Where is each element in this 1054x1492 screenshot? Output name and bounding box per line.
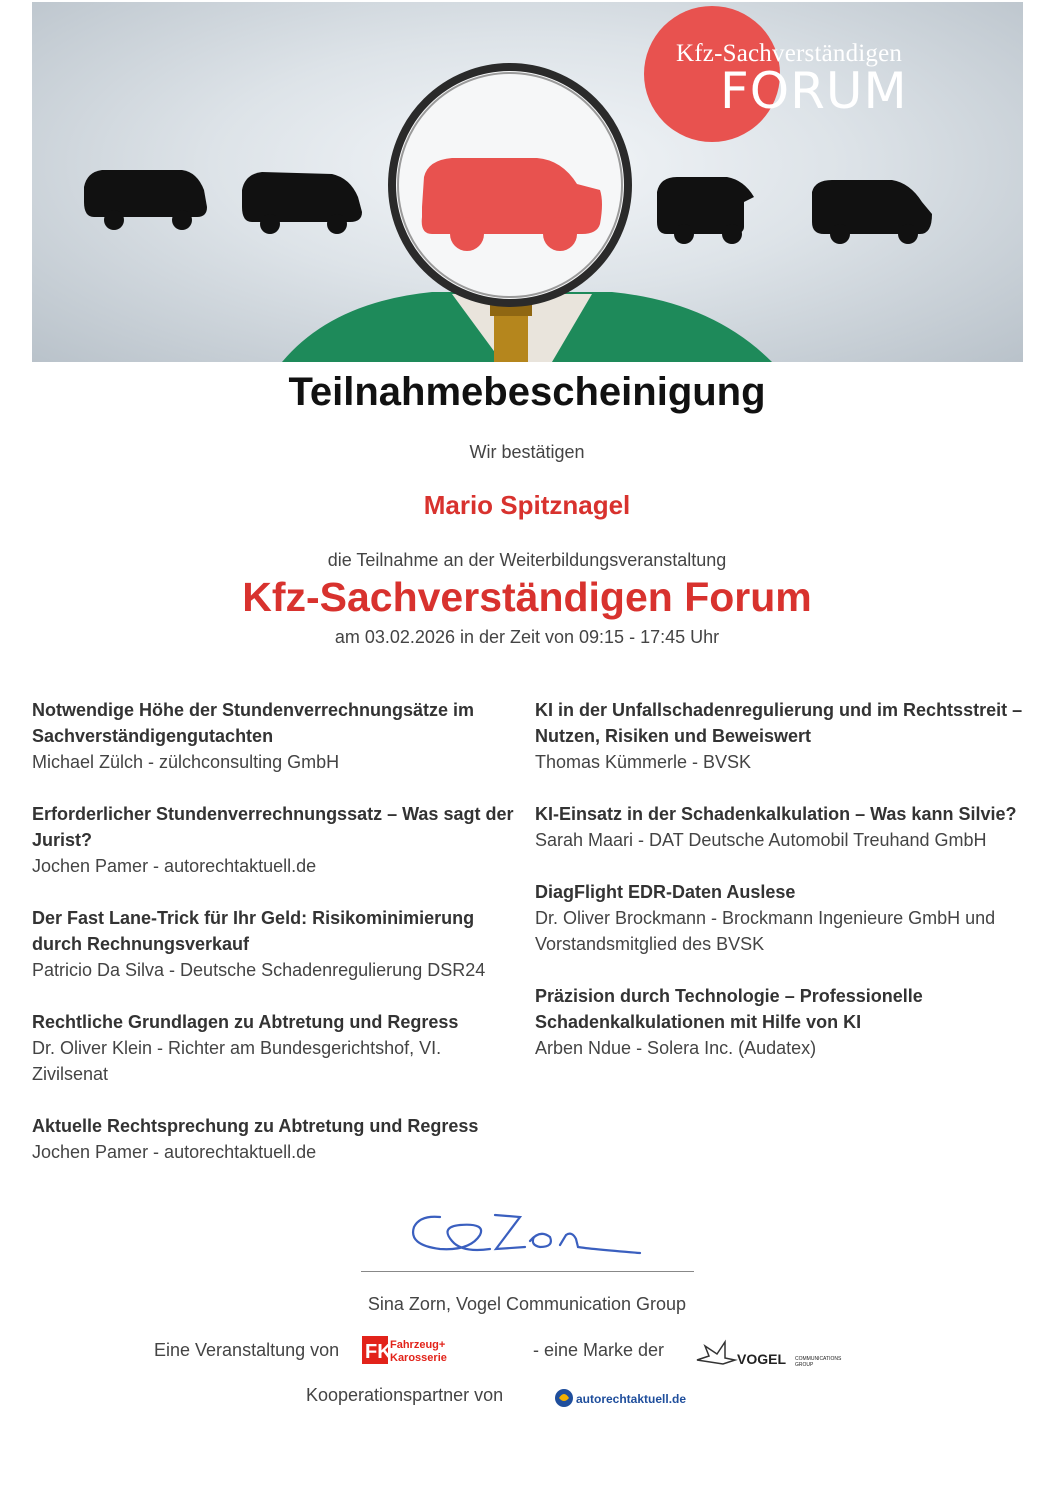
svg-text:Fahrzeug+: Fahrzeug+ xyxy=(390,1339,446,1351)
svg-text:Karosserie: Karosserie xyxy=(390,1352,447,1364)
talk-item xyxy=(32,905,522,983)
talk-title: Aktuelle Rechtsprechung zu Abtretung und Regress xyxy=(32,1116,479,1136)
organizer-label: Eine Veranstaltung von xyxy=(154,1340,340,1360)
partner-label: Kooperationspartner von xyxy=(306,1385,504,1405)
talk-speaker: Arben Ndue - Solera Inc. (Audatex) xyxy=(535,1038,817,1058)
talks-right-column xyxy=(535,697,1025,1087)
talk-title: Präzision durch Technologie – Professionelle Schadenkalkulationen mit Hilfe von KI xyxy=(535,986,923,1032)
svg-text:autorechtaktuell.de: autorechtaktuell.de xyxy=(576,1392,687,1406)
talk-item xyxy=(32,1113,522,1165)
fk-logo-icon xyxy=(362,1336,447,1364)
talk-item xyxy=(32,697,522,775)
talk-speaker: Jochen Pamer - autorechtaktuell.de xyxy=(32,856,317,876)
talk-title: Rechtliche Grundlagen zu Abtretung und Regress xyxy=(32,1012,459,1032)
certificate-title: Teilnahmebescheinigung xyxy=(288,370,766,414)
participation-text: die Teilnahme an der Weiterbildungsveranstaltung xyxy=(327,550,727,570)
talk-speaker: Patricio Da Silva - Deutsche Schadenregulierung DSR24 xyxy=(32,960,486,980)
autorechtaktuell-logo-icon xyxy=(554,1386,687,1410)
forum-logo-top: Kfz-Sachverständigen xyxy=(676,40,903,67)
event-name: Kfz-Sachverständigen Forum xyxy=(242,574,812,620)
brand-label: - eine Marke der xyxy=(533,1340,665,1360)
talk-item xyxy=(32,801,522,879)
talk-title: DiagFlight EDR-Daten Auslese xyxy=(535,882,796,902)
talk-item xyxy=(535,879,1025,957)
talk-item xyxy=(535,697,1025,775)
signer-name: Sina Zorn, Vogel Communication Group xyxy=(367,1294,687,1314)
talk-title: KI in der Unfallschadenregulierung und im Rechtsstreit – Nutzen, Risiken und Beweiswert xyxy=(535,700,1023,746)
participant-name: Mario Spitznagel xyxy=(423,490,631,520)
talk-item xyxy=(535,983,1025,1061)
svg-text:COMMUNICATIONS: COMMUNICATIONS xyxy=(795,1356,842,1362)
talk-title: KI-Einsatz in der Schadenkalkulation – Was kann Silvie? xyxy=(535,804,1017,824)
talk-speaker: Sarah Maari - DAT Deutsche Automobil Treuhand GmbH xyxy=(535,830,987,850)
forum-logo-bottom: FORUM xyxy=(720,62,908,120)
talk-speaker: Michael Zülch - zülchconsulting GmbH xyxy=(32,752,340,772)
talk-speaker: Jochen Pamer - autorechtaktuell.de xyxy=(32,1142,317,1162)
svg-text:FK: FK xyxy=(365,1341,392,1363)
talk-speaker: Dr. Oliver Brockmann - Brockmann Ingenieure GmbH und Vorstandsmitglied des BVSK xyxy=(535,908,996,954)
talks-left-column xyxy=(32,697,522,1191)
svg-text:GROUP: GROUP xyxy=(795,1362,814,1368)
talk-speaker: Dr. Oliver Klein - Richter am Bundesgerichtshof, VI. Zivilsenat xyxy=(32,1038,442,1084)
signature-image xyxy=(400,1205,650,1265)
talk-item xyxy=(535,801,1025,853)
signature-line xyxy=(361,1271,694,1272)
talk-item xyxy=(32,1009,522,1087)
svg-text:VOGEL: VOGEL xyxy=(737,1351,787,1367)
vogel-logo-icon xyxy=(695,1338,865,1370)
talk-speaker: Thomas Kümmerle - BVSK xyxy=(535,752,752,772)
event-date: am 03.02.2026 in der Zeit von 09:15 - 17:45 Uhr xyxy=(334,627,720,647)
talk-title: Erforderlicher Stundenverrechnungssatz – Was sagt der Jurist? xyxy=(32,804,514,850)
talk-title: Notwendige Höhe der Stundenverrechnungsätze im Sachverständigengutachten xyxy=(32,700,475,746)
talk-title: Der Fast Lane-Trick für Ihr Geld: Risikominimierung durch Rechnungsverkauf xyxy=(32,908,475,954)
hero-image xyxy=(32,2,1023,362)
confirm-text: Wir bestätigen xyxy=(469,442,585,462)
